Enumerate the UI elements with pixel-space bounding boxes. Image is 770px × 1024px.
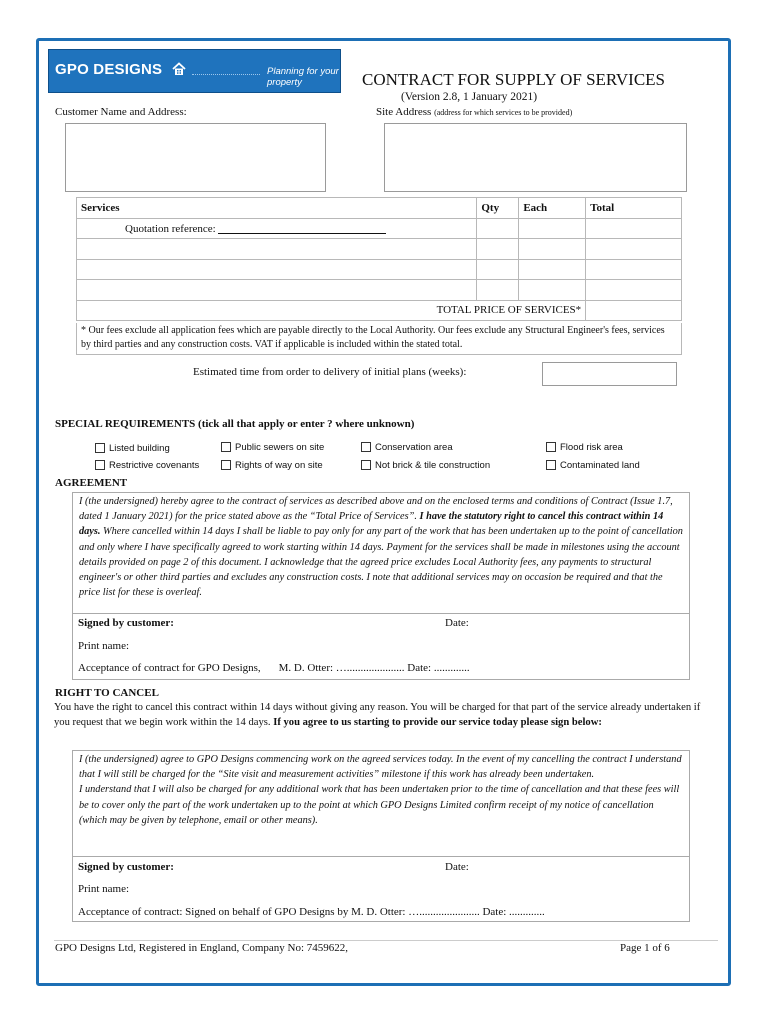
service-cell[interactable] xyxy=(77,280,477,301)
each-cell[interactable] xyxy=(519,280,586,301)
total-cell[interactable] xyxy=(586,280,682,301)
site-address-field[interactable] xyxy=(384,123,687,192)
total-cell[interactable] xyxy=(586,259,682,280)
header-each: Each xyxy=(519,198,586,219)
each-cell[interactable] xyxy=(519,259,586,280)
site-label-text: Site Address xyxy=(376,106,432,118)
total-label: TOTAL PRICE OF SERVICES* xyxy=(77,300,586,321)
agreement-date-label: Date: xyxy=(445,617,469,629)
agreement-acceptance: Acceptance of contract for GPO Designs, M. D. Otter: …..................... Date: ............. xyxy=(78,662,470,674)
agreement-heading: AGREEMENT xyxy=(55,477,128,489)
checkbox-flood-risk[interactable]: Flood risk area xyxy=(546,442,623,453)
table-header-row xyxy=(77,198,682,219)
right-to-cancel-text: You have the right to cancel this contract within 14 days without giving any reason. You will be charged for that part of the service already undertaken if you request that we begin work within the 14 days. If you agree to us starting to provide our service today please sign below: xyxy=(54,702,701,728)
logo-divider xyxy=(192,74,260,75)
qty-cell[interactable] xyxy=(477,239,519,260)
document-title: CONTRACT FOR SUPPLY OF SERVICES xyxy=(362,70,666,89)
service-cell[interactable] xyxy=(77,259,477,280)
checkbox-conservation-area[interactable]: Conservation area xyxy=(361,442,453,453)
checkbox-listed-building[interactable]: Listed building xyxy=(95,443,170,454)
cancel-print-label: Print name: xyxy=(78,883,130,895)
checkbox-rights-of-way[interactable]: Rights of way on site xyxy=(221,460,323,471)
customer-label: Customer Name and Address: xyxy=(55,106,187,118)
statutory-right-text: I have the statutory right to cancel this contract within 14 days. xyxy=(79,511,664,538)
each-cell[interactable] xyxy=(519,218,586,239)
site-label xyxy=(376,106,572,118)
house-icon xyxy=(172,62,186,76)
brand-logo xyxy=(48,49,341,93)
brand-tagline: Planning for your property xyxy=(267,66,339,88)
fees-footnote: * Our fees exclude all application fees which are payable directly to the Local Authority. Our fees exclude any Structural Engineer's fees, services by third parties and any construction costs. VAT if applicable is included within the stated total. xyxy=(76,323,682,355)
cancel-acceptance: Acceptance of contract: Signed on behalf of GPO Designs by M. D. Otter: …...................... Date: ............. xyxy=(78,906,545,918)
special-requirements-heading: SPECIAL REQUIREMENTS (tick all that apply or enter ? where unknown) xyxy=(55,418,415,430)
footer-company: GPO Designs Ltd, Registered in England, Company No: 7459622, xyxy=(55,942,349,954)
services-table xyxy=(76,197,682,321)
cancel-date-label: Date: xyxy=(445,861,469,873)
agreement-signed-label: Signed by customer: xyxy=(78,617,174,629)
checkbox-public-sewers[interactable]: Public sewers on site xyxy=(221,442,324,453)
quotation-cell xyxy=(77,218,477,239)
checkbox-not-brick-tile[interactable]: Not brick & tile construction xyxy=(361,460,490,471)
estimate-label: Estimated time from order to delivery of initial plans (weeks): xyxy=(193,366,467,378)
header-services: Services xyxy=(77,198,477,219)
total-cell[interactable] xyxy=(586,218,682,239)
total-cell[interactable] xyxy=(586,239,682,260)
checkbox-restrictive-covenants[interactable]: Restrictive covenants xyxy=(95,460,199,471)
agreement-print-label: Print name: xyxy=(78,640,130,652)
customer-address-field[interactable] xyxy=(65,123,326,192)
cancel-agreement-text: I (the undersigned) agree to GPO Designs commencing work on the agreed services today. In the event of my cancelling the contract I understand that I will still be charged for the “Site visit and measurement activities” milestone if this work has already been undertaken. I understand that I will also be charged for any additional work that has been undertaken prior to the time of cancellation and that these fees will be to cover only the part of the work undertaken up to the point at which GPO Designs Limited confirm receipt of my notice of cancellation (which may be given by telephone, email or other means). xyxy=(79,754,682,826)
service-cell[interactable] xyxy=(77,239,477,260)
cancel-signed-label: Signed by customer: xyxy=(78,861,174,873)
header-qty: Qty xyxy=(477,198,519,219)
table-row xyxy=(77,259,682,280)
site-label-note: (address for which services to be provided) xyxy=(434,108,573,117)
footer-divider xyxy=(54,940,718,941)
each-cell[interactable] xyxy=(519,239,586,260)
qty-cell[interactable] xyxy=(477,280,519,301)
total-price-cell[interactable] xyxy=(586,300,682,321)
quotation-input-line[interactable] xyxy=(218,222,386,234)
agreement-box xyxy=(72,492,690,680)
estimate-weeks-field[interactable] xyxy=(542,362,677,386)
table-row xyxy=(77,280,682,301)
header-total: Total xyxy=(586,198,682,219)
table-row xyxy=(77,218,682,239)
brand-name: GPO DESIGNS xyxy=(55,61,163,78)
start-today-text: If you agree to us starting to provide our service today please sign below: xyxy=(273,717,602,728)
total-row xyxy=(77,300,682,321)
checkbox-contaminated-land[interactable]: Contaminated land xyxy=(546,460,640,471)
quotation-label: Quotation reference: xyxy=(125,222,216,235)
document-version: (Version 2.8, 1 January 2021) xyxy=(401,91,538,103)
qty-cell[interactable] xyxy=(477,218,519,239)
agreement-text: I (the undersigned) hereby agree to the contract of services as described above and on the enclosed terms and conditions of Contract (Issue 1.7, dated 1 January 2021) for the price stated above as the “Total Price of Services”. I have the statutory right to cancel this contract within 14 days. Where cancelled within 14 days I shall be liable to pay only for any part of the work that has been undertaken up to the point of cancellation and only where I have specifically agreed to work starting within 14 days. Payment for the services shall be made in milestones using the account details provided on page 2 of this document. I acknowledge that the agreed price excludes Local Authority fees, any payments to structural engineer's or other third parties and excludes any construction costs. I note that additional services may on occasion be required and that the price list for these is overleaf. xyxy=(79,496,683,599)
right-to-cancel-heading: RIGHT TO CANCEL xyxy=(55,687,159,699)
table-row xyxy=(77,239,682,260)
qty-cell[interactable] xyxy=(477,259,519,280)
footer-page-number: Page 1 of 6 xyxy=(620,942,670,954)
cancel-agreement-box xyxy=(72,750,690,922)
